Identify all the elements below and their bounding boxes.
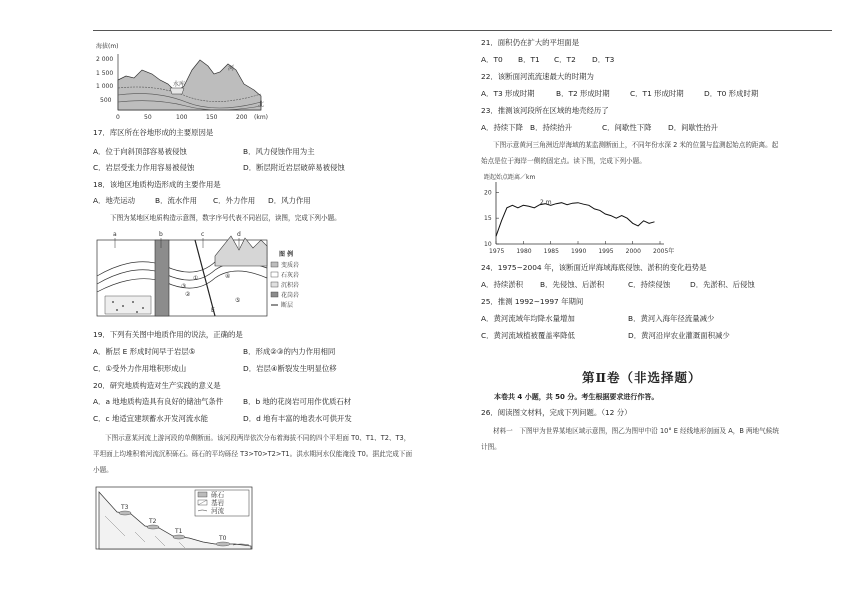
terrace-label-t2: T2 bbox=[149, 518, 157, 525]
q25-option-a: A．黄河流域年均降水量增加 bbox=[481, 314, 575, 323]
geo-letter-d: d bbox=[237, 231, 241, 238]
q24-option-d: D．先淤积、后侵蚀 bbox=[690, 280, 755, 289]
terrace-label-t1: T1 bbox=[175, 528, 183, 535]
profile-xtick: 50 bbox=[144, 114, 152, 121]
intro-geology: 下图为某地区地质构造示意图，数字序号代表不同岩层，读图，完成下列小题。 bbox=[110, 214, 341, 222]
q22-option-b: B．T2 形成时期 bbox=[556, 89, 610, 98]
header-rule bbox=[93, 30, 832, 31]
chart-annotation-2m: 2 m bbox=[540, 199, 552, 206]
q24-option-b: B．先侵蚀、后淤积 bbox=[540, 280, 605, 289]
profile-xtick: 200 bbox=[236, 114, 248, 121]
q23-option-c: C．间歇性下降 bbox=[602, 123, 652, 132]
geo-number-4: ④ bbox=[225, 273, 231, 280]
q17-option-b: B．风力侵蚀作用为主 bbox=[243, 147, 315, 156]
profile-ytick: 500 bbox=[100, 97, 112, 104]
geo-letter-a: a bbox=[113, 231, 117, 238]
profile-xtick: (km) bbox=[254, 114, 269, 121]
q17-stem: 17．库区所在谷地形成的主要原因是 bbox=[93, 128, 214, 137]
series-line bbox=[496, 203, 655, 237]
q17-option-a: A．位于向斜顶部容易被侵蚀 bbox=[93, 147, 187, 156]
geo-legend-item: 断层 bbox=[281, 302, 294, 309]
q24-option-a: A．持续淤积 bbox=[481, 280, 524, 289]
geo-legend-item: 石灰岩 bbox=[281, 272, 300, 279]
q23-stem: 23．推测该河段所在区域的地壳经历了 bbox=[481, 106, 609, 115]
profile-ytick: 1 500 bbox=[96, 70, 114, 77]
q18-option-d: D．风力作用 bbox=[268, 196, 311, 205]
q21-option-c: C．T2 bbox=[554, 55, 576, 64]
q23-option-a: A．持续下降 bbox=[481, 123, 524, 132]
q22-option-c: C．T1 形成时期 bbox=[630, 89, 684, 98]
intro-coast: 下图示意黄河三角洲近岸海域的某监测断面上，不同年份水深 2 米的位置与监测起始点的距离。起始点是位于海岸一侧的固定点。读下图，完成下列小题。 bbox=[481, 141, 779, 165]
geo-fault-e-label: E bbox=[211, 307, 215, 314]
q25-option-b: B．黄河入海年径流量减少 bbox=[628, 314, 715, 323]
q20-option-b: B．b 地的花岗岩可用作优质石材 bbox=[243, 397, 352, 406]
geo-legend-item: 沉积岩 bbox=[281, 282, 300, 289]
part2-note: 本卷共 4 小题，共 50 分。考生根据要求进行作答。 bbox=[494, 393, 659, 401]
chart-xtick-label: 1985 bbox=[543, 248, 559, 255]
chart-ylabel: 距起始点距离／km bbox=[484, 174, 536, 181]
material-1: 材料一 下图甲为世界某地区域示意图，图乙为图甲中沿 10° E 经线地形剖面及 A，B 两地气候统计图。 bbox=[481, 427, 779, 451]
chart-xtick-label: 1975 bbox=[489, 248, 505, 255]
geo-number-3: ③ bbox=[181, 283, 187, 290]
chart-ytick-label: 15 bbox=[484, 215, 492, 223]
q21-option-b: B．T1 bbox=[518, 55, 540, 64]
q18-stem: 18．该地区地质构造形成的主要作用是 bbox=[93, 180, 221, 189]
q23-option-b: B．持续抬升 bbox=[530, 123, 573, 132]
q22-option-d: D．T0 形成时期 bbox=[704, 89, 759, 98]
q19-stem: 19．下列有关图中地质作用的说法，正确的是 bbox=[93, 330, 243, 339]
q26-stem: 26．阅读图文材料，完成下列问题。（12 分） bbox=[481, 408, 632, 417]
q18-option-c: C．外力作用 bbox=[213, 196, 256, 205]
q20-option-c: C．c 地适宜建坝蓄水开发河流水能 bbox=[93, 414, 209, 423]
geo-letter-c: c bbox=[201, 231, 205, 238]
river-terrace-figure bbox=[95, 486, 255, 552]
chart-xtick-label: 2000 bbox=[625, 248, 641, 255]
q21-option-d: D．T3 bbox=[592, 55, 615, 64]
q24-option-c: C．持续侵蚀 bbox=[628, 280, 671, 289]
river-label: 河 bbox=[228, 65, 235, 72]
q19-option-a: A．断层 E 形成时间早于岩层⑤ bbox=[93, 347, 196, 356]
chart-ytick-label: 20 bbox=[484, 189, 492, 197]
part2-title: 第Ⅱ卷（非选择题） bbox=[582, 370, 702, 385]
q25-stem: 25．推测 1992~1997 年期间 bbox=[481, 297, 584, 306]
terrace-label-t0: T0 bbox=[219, 535, 227, 542]
chart-xtick-label: 1995 bbox=[598, 248, 614, 255]
geo-letter-b: b bbox=[159, 231, 163, 238]
geo-legend-item: 花岗岩 bbox=[281, 292, 300, 299]
chart-xtick-label: 1990 bbox=[571, 248, 587, 255]
q22-stem: 22．该断面河流流速最大的时期为 bbox=[481, 72, 594, 81]
chart-ytick-label: 10 bbox=[484, 241, 492, 248]
terrain-fill bbox=[118, 60, 261, 110]
coast-distance-chart bbox=[482, 172, 675, 256]
profile-ytick: 2 000 bbox=[96, 56, 114, 63]
chart-xtick-label: 2005年 bbox=[653, 248, 675, 255]
chart-xtick-label: 1980 bbox=[516, 248, 532, 255]
q25-option-d: D．黄河沿岸农业灌溉面积减少 bbox=[628, 331, 730, 340]
terrace-legend-item: 砾石 bbox=[211, 491, 225, 499]
intro-terrace: 下图示意某河流上游河段的单侧断面。该河段两岸依次分布着海拔不同的四个平坦面 T0、T1、T2、T3，平坦面上均堆积着河流沉积砾石。砾石的平均砾径 T3>T0>T2>T1。洪水期河水仅能淹没 T0。据此完成下面小题。 bbox=[93, 434, 413, 474]
geo-legend-title: 图 例 bbox=[279, 251, 294, 258]
q20-stem: 20．研究地质构造对生产实践的意义是 bbox=[93, 381, 221, 390]
q17-option-d: D．断层附近岩层破碎易被侵蚀 bbox=[243, 163, 345, 172]
q23-option-d: D．间歇性抬升 bbox=[668, 123, 719, 132]
geo-number-2: ② bbox=[185, 291, 191, 298]
q19-option-c: C．①受外力作用堆积形成山 bbox=[93, 364, 187, 373]
profile-xtick: 100 bbox=[176, 114, 188, 121]
terrace-label-t3: T3 bbox=[121, 504, 129, 511]
q19-option-b: B．形成②③的内力作用相同 bbox=[243, 347, 336, 356]
profile-xtick: 0 bbox=[116, 114, 120, 121]
elevation-profile-figure bbox=[96, 40, 276, 122]
reservoir-label: 水库 bbox=[173, 81, 186, 88]
profile-ytick: 1 000 bbox=[96, 83, 114, 90]
q18-option-a: A．地壳运动 bbox=[93, 196, 136, 205]
north-label: 北 bbox=[258, 101, 265, 108]
terrace-legend-item: 基岩 bbox=[211, 499, 225, 507]
terrace-legend-item: 河流 bbox=[211, 507, 225, 515]
q17-option-c: C．岩层受张力作用容易被侵蚀 bbox=[93, 163, 195, 172]
q19-option-d: D．岩层④断裂发生明显位移 bbox=[243, 364, 337, 373]
profile-xtick: 150 bbox=[206, 114, 218, 121]
geo-legend-item: 变质岩 bbox=[281, 262, 300, 269]
q25-option-c: C．黄河流域植被覆盖率降低 bbox=[481, 331, 575, 340]
q21-stem: 21．面积仍在扩大的平坦面是 bbox=[481, 38, 580, 47]
q18-option-b: B．流水作用 bbox=[155, 196, 198, 205]
geology-structure-figure bbox=[95, 226, 305, 318]
q24-stem: 24．1975~2004 年，该断面近岸海域海底侵蚀、淤积的变化趋势是 bbox=[481, 263, 707, 272]
q20-option-d: D．d 地有丰富的地表水可供开发 bbox=[243, 414, 352, 423]
q20-option-a: A．a 地地质构造具有良好的储油气条件 bbox=[93, 397, 224, 406]
q21-option-a: A．T0 bbox=[481, 55, 503, 64]
geo-number-1: ① bbox=[193, 275, 199, 282]
q22-option-a: A．T3 形成时期 bbox=[481, 89, 535, 98]
profile-ylabel: 海拔(m) bbox=[96, 43, 119, 50]
geo-number-5: ⑤ bbox=[235, 297, 241, 304]
